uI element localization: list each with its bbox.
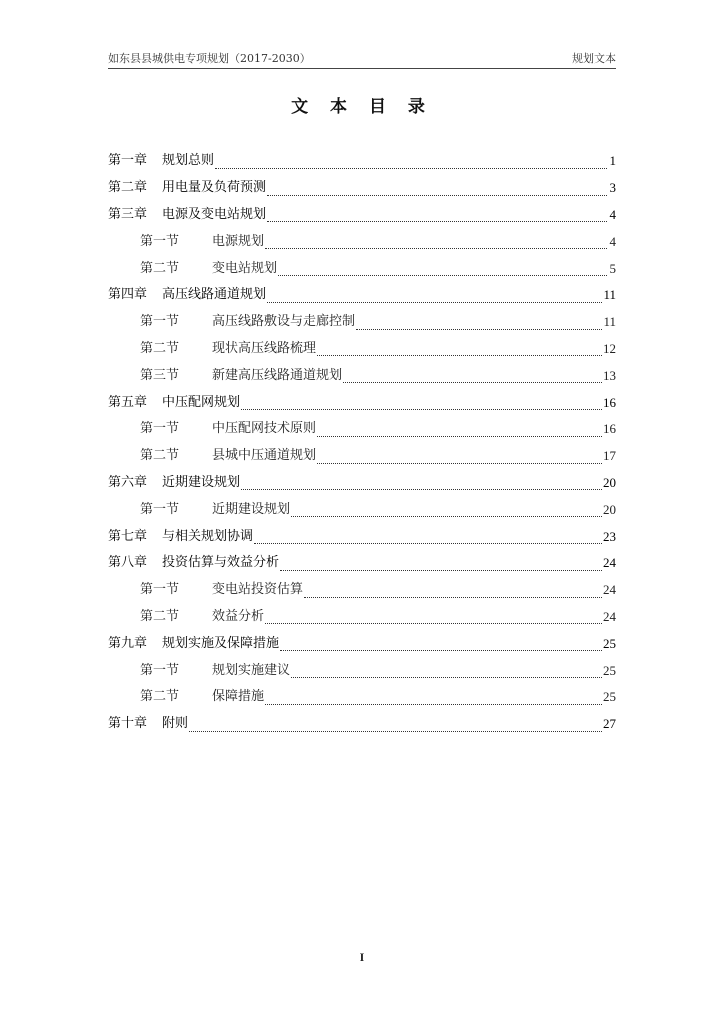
toc-entry-page: 17 bbox=[603, 448, 616, 464]
header-section-label: 规划文本 bbox=[572, 52, 616, 65]
toc-dot-leader bbox=[215, 167, 607, 169]
toc-entry-number: 第四章 bbox=[108, 287, 148, 303]
toc-entry-page: 16 bbox=[603, 394, 616, 410]
toc-entry-label bbox=[140, 582, 303, 598]
toc-dot-leader bbox=[189, 730, 602, 732]
toc-entry-title: 变电站规划 bbox=[212, 260, 278, 276]
toc-entry-number: 第三节 bbox=[140, 367, 180, 383]
toc-entry-number: 第一节 bbox=[140, 233, 180, 249]
toc-entry-page: 4 bbox=[609, 206, 616, 222]
toc-entry-title: 规划实施建议 bbox=[212, 662, 291, 678]
toc-entry-page: 20 bbox=[603, 501, 616, 517]
toc-section-entry[interactable] bbox=[108, 604, 616, 631]
toc-entry-title: 高压线路敷设与走廊控制 bbox=[212, 314, 356, 330]
toc-entry-label bbox=[108, 475, 240, 491]
toc-entry-page: 5 bbox=[609, 260, 616, 276]
toc-entry-label bbox=[108, 287, 266, 303]
toc-section-entry[interactable] bbox=[108, 657, 616, 684]
toc-entry-page: 24 bbox=[603, 555, 616, 571]
header-divider bbox=[108, 68, 616, 69]
toc-entry-label bbox=[108, 716, 188, 732]
toc-entry-title: 与相关规划协调 bbox=[162, 528, 254, 544]
toc-chapter-entry[interactable] bbox=[108, 175, 616, 202]
toc-entry-title: 规划实施及保障措施 bbox=[162, 635, 280, 651]
toc-chapter-entry[interactable] bbox=[108, 630, 616, 657]
toc-section-entry[interactable] bbox=[108, 336, 616, 363]
toc-entry-title: 近期建设规划 bbox=[212, 501, 291, 517]
toc-entry-label bbox=[140, 261, 277, 277]
toc-entry-label bbox=[140, 234, 264, 250]
toc-chapter-entry[interactable] bbox=[108, 550, 616, 577]
toc-section-entry[interactable] bbox=[108, 228, 616, 255]
toc-dot-leader bbox=[265, 622, 602, 624]
toc-dot-leader bbox=[241, 488, 602, 490]
toc-entry-page: 1 bbox=[609, 153, 616, 169]
toc-section-entry[interactable] bbox=[108, 684, 616, 711]
toc-entry-number: 第二节 bbox=[140, 689, 180, 705]
toc-entry-number: 第三章 bbox=[108, 206, 148, 222]
toc-entry-label bbox=[140, 314, 355, 330]
page-header bbox=[108, 52, 616, 68]
toc-entry-title: 中压配网规划 bbox=[162, 394, 241, 410]
toc-entry-page: 23 bbox=[603, 528, 616, 544]
toc-entry-number: 第五章 bbox=[108, 394, 148, 410]
toc-entry-label bbox=[108, 555, 279, 571]
toc-entry-title: 投资估算与效益分析 bbox=[162, 555, 280, 571]
toc-entry-page: 25 bbox=[603, 635, 616, 651]
toc-entry-number: 第一节 bbox=[140, 501, 180, 517]
toc-entry-page: 20 bbox=[603, 474, 616, 490]
toc-entry-title: 新建高压线路通道规划 bbox=[212, 367, 343, 383]
toc-entry-title: 用电量及负荷预测 bbox=[162, 180, 267, 196]
toc-dot-leader bbox=[267, 301, 602, 303]
toc-entry-number: 第七章 bbox=[108, 528, 148, 544]
toc-entry-label bbox=[140, 609, 264, 625]
toc-section-entry[interactable] bbox=[108, 309, 616, 336]
toc-entry-number: 第九章 bbox=[108, 635, 148, 651]
toc-dot-leader bbox=[278, 274, 607, 276]
toc-entry-page: 24 bbox=[603, 582, 616, 598]
toc-entry-label bbox=[108, 153, 214, 169]
toc-entry-number: 第二节 bbox=[140, 340, 180, 356]
toc-title: 文 本 目 录 bbox=[291, 97, 433, 117]
toc-entry-label bbox=[108, 395, 240, 411]
toc-entry-label bbox=[108, 529, 253, 545]
toc-entry-page: 3 bbox=[609, 180, 616, 196]
toc-dot-leader bbox=[241, 408, 602, 410]
header-document-title: 如东县县城供电专项规划（2017-2030） bbox=[108, 52, 311, 65]
toc-entry-title: 电源及变电站规划 bbox=[162, 206, 267, 222]
toc-dot-leader bbox=[267, 220, 607, 222]
toc-section-entry[interactable] bbox=[108, 577, 616, 604]
toc-dot-leader bbox=[265, 703, 602, 705]
toc-chapter-entry[interactable] bbox=[108, 711, 616, 738]
toc-chapter-entry[interactable] bbox=[108, 523, 616, 550]
page-number: I bbox=[359, 950, 365, 964]
toc-section-entry[interactable] bbox=[108, 443, 616, 470]
toc-entry-title: 变电站投资估算 bbox=[212, 582, 304, 598]
toc-entry-page: 27 bbox=[603, 716, 616, 732]
toc-entry-page: 16 bbox=[603, 421, 616, 437]
toc-entry-number: 第二节 bbox=[140, 448, 180, 464]
toc-entry-title: 电源规划 bbox=[212, 233, 265, 249]
toc-dot-leader bbox=[267, 194, 607, 196]
toc-entry-title: 保障措施 bbox=[212, 689, 265, 705]
toc-entry-title: 县城中压通道规划 bbox=[212, 448, 317, 464]
toc-chapter-entry[interactable] bbox=[108, 389, 616, 416]
toc-entry-label bbox=[108, 636, 279, 652]
toc-section-entry[interactable] bbox=[108, 255, 616, 282]
toc-entry-title: 效益分析 bbox=[212, 608, 265, 624]
toc-dot-leader bbox=[254, 542, 602, 544]
toc-dot-leader bbox=[280, 569, 602, 571]
toc-entry-number: 第一章 bbox=[108, 153, 148, 169]
toc-entry-title: 规划总则 bbox=[162, 153, 215, 169]
toc-entry-number: 第二节 bbox=[140, 260, 180, 276]
toc-chapter-entry[interactable] bbox=[108, 148, 616, 175]
toc-entry-label bbox=[140, 502, 290, 518]
toc-entry-page: 12 bbox=[603, 340, 616, 356]
toc-entry-page: 25 bbox=[603, 662, 616, 678]
toc-entry-number: 第六章 bbox=[108, 474, 148, 490]
toc-entry-label bbox=[108, 180, 266, 196]
toc-chapter-entry[interactable] bbox=[108, 202, 616, 229]
toc-entry-number: 第十章 bbox=[108, 716, 148, 732]
toc-entry-title: 中压配网技术原则 bbox=[212, 421, 317, 437]
toc-entry-page: 11 bbox=[603, 314, 616, 330]
toc-entry-page: 4 bbox=[609, 233, 616, 249]
toc-entry-page: 25 bbox=[603, 689, 616, 705]
toc-entry-page: 24 bbox=[603, 608, 616, 624]
toc-entry-title: 附则 bbox=[162, 716, 189, 732]
toc-entry-label bbox=[140, 341, 316, 357]
toc-chapter-entry[interactable] bbox=[108, 282, 616, 309]
table-of-contents bbox=[108, 148, 616, 738]
toc-chapter-entry[interactable] bbox=[108, 470, 616, 497]
toc-entry-number: 第一节 bbox=[140, 421, 180, 437]
toc-entry-page: 11 bbox=[603, 287, 616, 303]
toc-entry-number: 第二章 bbox=[108, 180, 148, 196]
toc-dot-leader bbox=[291, 515, 602, 517]
toc-dot-leader bbox=[304, 596, 602, 598]
toc-dot-leader bbox=[317, 435, 602, 437]
toc-dot-leader bbox=[291, 676, 602, 678]
toc-entry-page: 13 bbox=[603, 367, 616, 383]
toc-entry-number: 第一节 bbox=[140, 662, 180, 678]
toc-entry-label bbox=[108, 207, 266, 223]
toc-section-entry[interactable] bbox=[108, 416, 616, 443]
toc-entry-title: 高压线路通道规划 bbox=[162, 287, 267, 303]
toc-entry-label bbox=[140, 663, 290, 679]
toc-entry-label bbox=[140, 689, 264, 705]
toc-section-entry[interactable] bbox=[108, 362, 616, 389]
toc-entry-number: 第一节 bbox=[140, 582, 180, 598]
toc-entry-number: 第八章 bbox=[108, 555, 148, 571]
toc-dot-leader bbox=[343, 381, 602, 383]
toc-dot-leader bbox=[265, 247, 607, 249]
toc-entry-label bbox=[140, 448, 316, 464]
toc-entry-label bbox=[140, 421, 316, 437]
toc-dot-leader bbox=[317, 462, 602, 464]
toc-section-entry[interactable] bbox=[108, 496, 616, 523]
toc-entry-number: 第一节 bbox=[140, 314, 180, 330]
toc-dot-leader bbox=[280, 649, 602, 651]
toc-dot-leader bbox=[356, 328, 602, 330]
toc-dot-leader bbox=[317, 354, 602, 356]
toc-entry-number: 第二节 bbox=[140, 608, 180, 624]
toc-entry-label bbox=[140, 368, 342, 384]
toc-entry-title: 现状高压线路梳理 bbox=[212, 340, 317, 356]
toc-entry-title: 近期建设规划 bbox=[162, 474, 241, 490]
